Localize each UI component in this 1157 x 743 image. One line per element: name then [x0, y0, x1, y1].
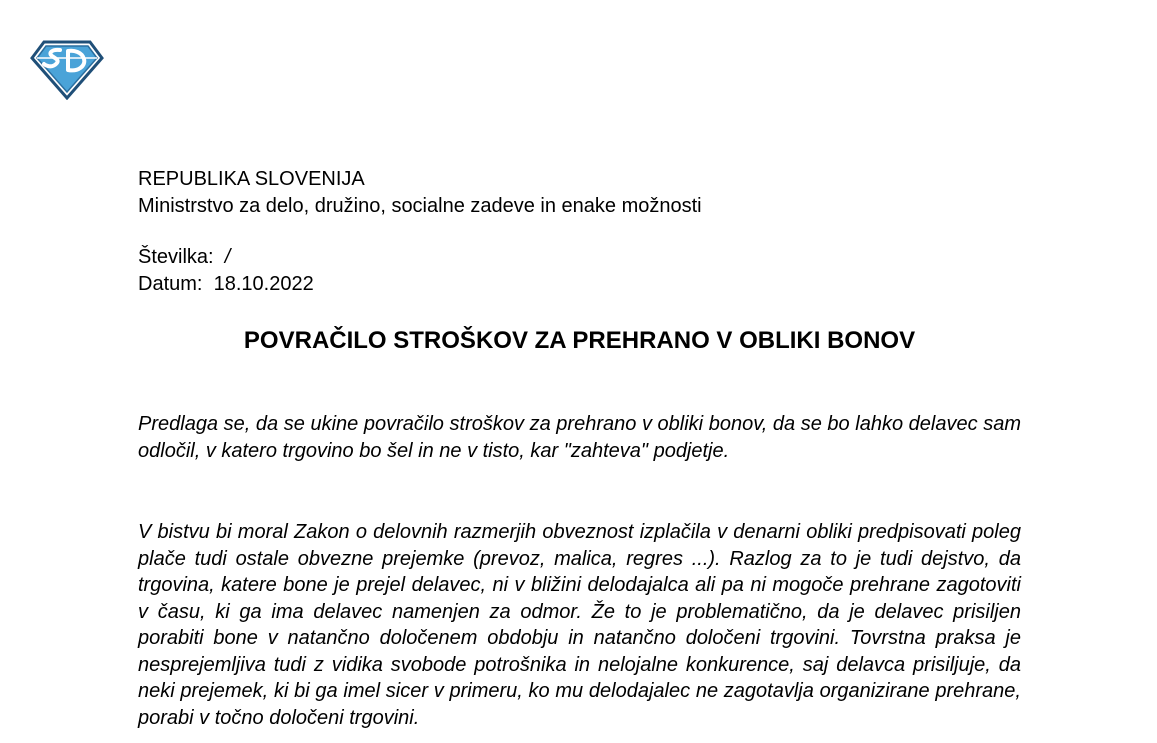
- number-line: [138, 244, 314, 271]
- document-meta: [138, 244, 314, 298]
- date-value: 18.10.2022: [213, 273, 314, 295]
- document-title: POVRAČILO STROŠKOV ZA PREHRANO V OBLIKI BONOV: [243, 327, 916, 354]
- date-line: [138, 271, 314, 298]
- diamond-shield-logo-icon: [30, 40, 104, 100]
- ministry-name: Ministrstvo za delo, družino, socialne zadeve in enake možnosti: [138, 195, 702, 217]
- paragraph-1: Predlaga se, da se ukine povračilo stroškov za prehrano v obliki bonov, da se bo lahko delavec sam odločil, v katero trgovino bo šel in ne v tisto, kar "zahteva" podjetje.: [138, 413, 1021, 462]
- date-label: Datum:: [138, 273, 209, 295]
- paragraph-2: V bistvu bi moral Zakon o delovnih razmerjih obveznost izplačila v denarni obliki predpisovati poleg plače tudi ostale obvezne prejemke (prevoz, malica, regres ...). Razlog za to je tudi dejstvo, da trgovina, katere bone je prejel delavec, ni v bližini delodajalca ali pa ni mogoče prehrane zagotoviti v času, ki ga ima delavec namenjen za odmor. Že to je problematično, da je delavec prisiljen porabiti bone v natančno določenem obdobju in natančno določeni trgovini. Tovrstna praksa je nesprejemljiva tudi z vidika svobode potrošnika in nelojalne konkurence, saj delavca prisiljuje, da neki prejemek, ki bi ga imel sicer v primeru, ko mu delodajalec ne zagotavlja organizirane prehrane, porabi v točno določeni trgovini.: [138, 521, 1021, 729]
- number-value: /: [224, 246, 231, 268]
- document-header: [138, 166, 702, 220]
- country-name: REPUBLIKA SLOVENIJA: [138, 168, 365, 190]
- number-label: Številka:: [138, 246, 220, 268]
